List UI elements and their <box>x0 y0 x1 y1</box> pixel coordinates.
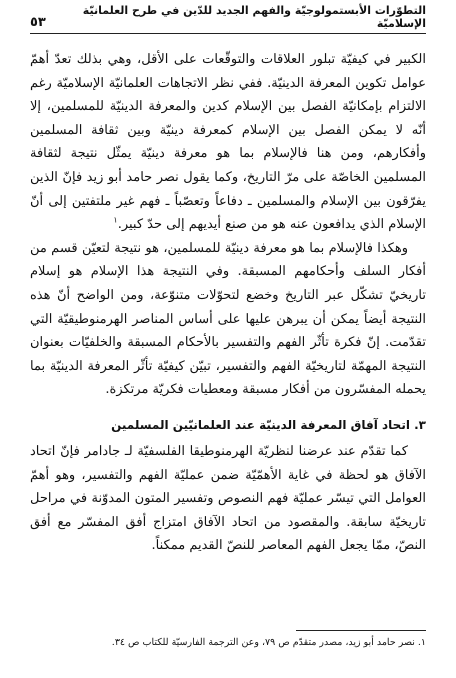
section-paragraph: كما تقدّم عند عرضنا لنظريّة الهرمنوطيقا الفلسفيّة لـ جادامر فإنّ اتحاد الآفاق هو لحظة في غاية الأهمّيّة ضمن عمليّة الفهم والتفسير، وهو أهمّ العوامل التي تيسّر عمليّة فهم النصوص وتفسير المتون المدوّنة في مراحل تاريخيّة سابقة. والمقصود من اتحاد الآفاق امتزاج أفق المفسّر مع أفق النصّ، ممّا يجعل الفهم المعاصر للنصّ القديم ممكناً. <box>30 443 426 554</box>
page-number: ٥٣ <box>30 15 46 30</box>
footnote-divider <box>296 630 426 631</box>
footnote-reference[interactable]: ١ <box>113 215 118 225</box>
running-header <box>30 6 426 34</box>
header-title: التطوّرات الأبستمولوجيّة والفهم الجديد للدّين في طرح العلمانيّة الإسلاميّة <box>82 4 426 30</box>
paragraph-1 <box>30 48 426 237</box>
paragraph-2: وهكذا فالإسلام بما هو معرفة دينيّة للمسلمين، هو نتيجة لتعيّن قسم من أفكار السلف وأحكامهم المسبقة. وفي النتيجة هذا الإسلام هو إسلام تاريخيّ تشكّل عبر التاريخ وخضع لتحوّلات متنوّعة، ومن الواضح أنّ هذه النتيجة أيضاً يمكن أن يبرهن عليها على أساس المناصر الهرمنوطيقيّة التي تقدّمت. إنّ فكرة تأثّر الفهم والتفسير بالأحكام المسبقة والخلفيّات بعنوان النتيجة المهمّة لتاريخيّة الفهم والتفسير، تبيّن كيفيّة تأثّر المعرفة الدينيّة بما يحمله المفسّرون من أفكار مسبقة ومعطيات فكريّة مرتكزة. <box>30 240 426 398</box>
footnote: ١. نصر حامد أبو زيد، مصدر متقدّم ص ٧٩، وعن الترجمة الفارسيّة للكتاب ص ٣٤. <box>111 637 426 648</box>
section-heading: ٣. اتحاد آفاق المعرفة الدينيّة عند العلمانيّين المسلمين <box>111 417 426 432</box>
main-text <box>30 48 426 558</box>
paragraph-1-text: الكبير في كيفيّة تبلور العلاقات والتوقّعات على الأقل، وهي بذلك تعدّ أهمّ عوامل تكوين المعرفة الدينيّة. ففي نظر الاتجاهات العلمانيّة الإسلاميّة رغم الالتزام بإمكانيّة الفصل بين الإسلام كدين والمعرفة الدينيّة للمسلمين، إلا أنّه لا يمكن الفصل بين الإسلام كمعرفة دينيّة وبين ثقافة المسلمين وأفكارهم، ومن هنا فالإسلام بما هو معرفة دينيّة يمثّل نتيجة لثقافة المسلمين الخاصّة على مرّ التاريخ، وكما يقول نصر حامد أبو زيد فإنّ الذين يفرّقون بين الإسلام والمسلمين ـ دفاعاً وتعصّباً ـ فهم غير ملتفتين إلى أنّ الإسلام الذي يدافعون عنه هو من صنع أيديهم إلى حدّ كبير. <box>30 52 426 233</box>
